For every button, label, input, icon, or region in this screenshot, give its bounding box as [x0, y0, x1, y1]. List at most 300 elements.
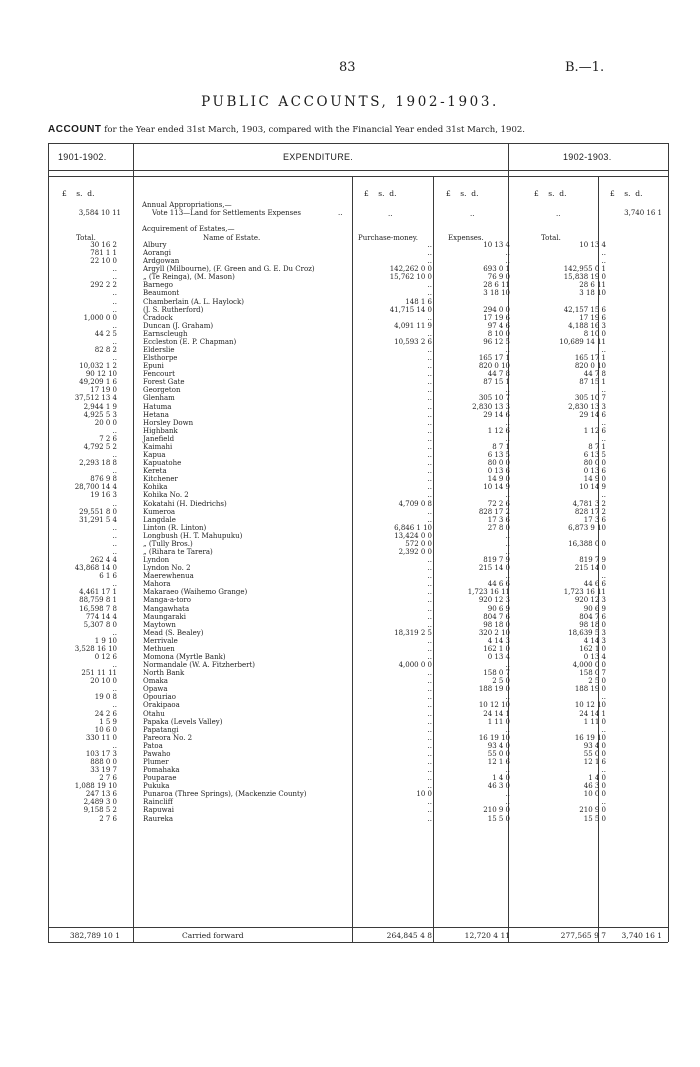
- estate-name-cell: Hetana: [143, 410, 169, 419]
- expenses-cell: ..: [505, 572, 510, 581]
- expenses-cell: ..: [505, 790, 510, 799]
- expenses-cell: 24 14 1: [483, 709, 510, 718]
- estate-name-cell: Momona (Myrtle Bank): [143, 652, 226, 661]
- purchase-money-cell: ..: [427, 362, 432, 371]
- table-row: [48, 677, 668, 685]
- table-row: [48, 500, 668, 508]
- estate-name-cell: Earnscleugh: [143, 329, 188, 338]
- prev-total-cell: ..: [112, 539, 117, 548]
- table-row: [48, 403, 668, 411]
- purchase-money-cell: ..: [427, 798, 432, 807]
- expenses-cell: 210 9 0: [483, 806, 510, 815]
- estate-total-cell: 46 3 0: [583, 782, 606, 791]
- table-row: [48, 693, 668, 701]
- prev-total-cell: ..: [112, 701, 117, 710]
- prev-total-cell: ..: [112, 547, 117, 556]
- header-expenditure: EXPENDITURE.: [283, 152, 354, 162]
- purchase-money-cell: ..: [427, 442, 432, 451]
- prev-total-cell: 888 0 0: [90, 758, 117, 766]
- prev-total-cell: 4,925 5 3: [83, 410, 117, 419]
- estate-total-cell: ..: [601, 257, 606, 266]
- estate-total-cell: 1 4 0: [588, 774, 606, 783]
- table-row: [48, 661, 668, 669]
- estate-total-cell: 1 12 6: [583, 426, 606, 435]
- expenses-cell: ..: [505, 386, 510, 395]
- prev-total-cell: 10 6 0: [94, 725, 117, 734]
- expenses-cell: ..: [505, 766, 510, 775]
- estate-total-cell: 4 14 3: [583, 636, 606, 645]
- table-row: [48, 782, 668, 790]
- table-row: [48, 241, 668, 249]
- page-number: 83: [339, 60, 356, 75]
- estate-name-cell: Methuen: [143, 644, 175, 653]
- prev-total-cell: ..: [112, 741, 117, 750]
- purchase-money-cell: ..: [427, 491, 432, 500]
- expenses-cell: 820 0 10: [478, 362, 510, 371]
- table-row: [48, 766, 668, 774]
- estate-name-cell: Maungaraki: [143, 612, 187, 621]
- prev-total-cell: 9,158 5 2: [83, 806, 117, 815]
- expenses-cell: 162 1 0: [483, 644, 510, 653]
- estate-total-cell: 17 3 6: [583, 515, 606, 524]
- expenses-cell: 188 19 0: [478, 685, 510, 694]
- estate-name-cell: Lyndon No. 2: [143, 564, 191, 573]
- estate-total-cell: 10 14 9: [579, 483, 606, 492]
- estate-name-cell: Georgeton: [143, 386, 181, 395]
- purchase-money-cell: ..: [427, 701, 432, 710]
- purchase-money-cell: ..: [427, 677, 432, 686]
- purchase-money-cell: 148 1 6: [405, 297, 432, 306]
- estate-name-cell: North Bank: [143, 669, 185, 678]
- table-row: [48, 516, 668, 524]
- estate-total-cell: 17 19 6: [579, 313, 606, 322]
- expenses-cell: 10 14 9: [483, 483, 510, 492]
- table-row: [48, 322, 668, 330]
- estate-total-cell: ..: [601, 434, 606, 443]
- expenses-cell: ..: [505, 434, 510, 443]
- estate-name-cell: Fencourt: [143, 370, 175, 379]
- annual-prev-total: 3,584 10 11: [78, 209, 121, 217]
- expenses-cell: ..: [505, 491, 510, 500]
- prev-total-cell: 251 11 11: [81, 669, 117, 678]
- table-row: [48, 508, 668, 516]
- expenses-cell: 90 6 9: [487, 604, 510, 613]
- prev-total-cell: 43,868 14 0: [74, 564, 117, 573]
- currency-t2: £ s. d.: [534, 189, 567, 198]
- expenses-cell: 44 6 6: [487, 580, 510, 589]
- estate-total-cell: 10,689 14 11: [559, 337, 606, 346]
- purchase-money-cell: ..: [427, 426, 432, 435]
- expenses-cell: 10 13 4: [483, 241, 510, 249]
- purchase-money-cell: ..: [427, 402, 432, 411]
- expenses-cell: 17 19 6: [483, 313, 510, 322]
- expenses-cell: 80 0 0: [487, 459, 510, 468]
- table-row: [48, 798, 668, 806]
- estate-name-cell: Forest Gate: [143, 378, 185, 387]
- purchase-money-cell: 142,262 0 0: [389, 265, 432, 274]
- account-lead: ACCOUNT: [48, 124, 102, 135]
- expenses-cell: 158 0 7: [483, 669, 510, 678]
- footer-label: Carried forward: [182, 931, 244, 940]
- table-row: [48, 354, 668, 362]
- table-row: [48, 483, 668, 491]
- estate-name-cell: (J. S. Rutherford): [143, 305, 204, 314]
- purchase-money-cell: ..: [427, 749, 432, 758]
- account-subtitle: [48, 124, 525, 135]
- prev-total-cell: 781 1 1: [90, 249, 117, 258]
- estate-total-cell: 1 11 0: [583, 717, 606, 726]
- expenses-cell: 8 10 0: [487, 329, 510, 338]
- estate-total-cell: 6 13 5: [583, 451, 606, 460]
- table-row: [48, 346, 668, 354]
- annual-dots: ..: [338, 209, 343, 217]
- table-row: [48, 669, 668, 677]
- estate-total-cell: 210 9 0: [579, 806, 606, 815]
- expenses-cell: 15 5 0: [487, 814, 510, 823]
- purchase-money-cell: ..: [427, 386, 432, 395]
- estate-name-cell: Kaimahi: [143, 442, 173, 451]
- estate-name-cell: Kohika No. 2: [143, 491, 189, 500]
- estate-total-cell: ..: [601, 249, 606, 258]
- table-row: [48, 249, 668, 257]
- estate-name-cell: Kokatahi (H. Diedrichs): [143, 499, 227, 508]
- prev-total-cell: 49,209 1 6: [79, 378, 117, 387]
- annual-t2: ..: [556, 210, 561, 218]
- purchase-money-cell: ..: [427, 652, 432, 661]
- table-row: [48, 427, 668, 435]
- estates-table: [48, 241, 668, 823]
- estate-name-cell: Mahora: [143, 580, 171, 589]
- estate-name-cell: Mangawhata: [143, 604, 190, 613]
- expenses-cell: 2 5 0: [492, 677, 510, 686]
- table-row: [48, 411, 668, 419]
- expenses-cell: 14 9 0: [487, 475, 510, 484]
- purchase-money-cell: ..: [427, 596, 432, 605]
- header-1902-1903: 1902-1903.: [563, 152, 612, 162]
- estate-total-cell: ..: [601, 693, 606, 702]
- table-row: [48, 685, 668, 693]
- estate-name-cell: Otahu: [143, 709, 165, 718]
- estate-total-cell: 6,873 9 10: [568, 523, 606, 532]
- estate-total-cell: 3 18 10: [579, 289, 606, 298]
- purchase-money-cell: ..: [427, 418, 432, 427]
- purchase-money-cell: ..: [427, 451, 432, 460]
- col-purchase-label: Purchase-money.: [358, 234, 419, 242]
- annual-cur-total: 3,740 16 1: [624, 209, 662, 217]
- table-row: [48, 815, 668, 823]
- expenses-cell: 920 12 3: [478, 596, 510, 605]
- col-name-label: Name of Estate.: [203, 234, 261, 242]
- footer-prev-total: 382,789 10 1: [69, 931, 120, 940]
- purchase-money-cell: 18,319 2 5: [394, 628, 432, 637]
- expenses-cell: 215 14 0: [478, 564, 510, 573]
- header-1901-1902: 1901-1902.: [58, 152, 107, 162]
- prev-total-cell: 5,307 8 0: [83, 620, 117, 629]
- table-row: [48, 265, 668, 273]
- estate-name-cell: Albury: [143, 241, 167, 249]
- purchase-money-cell: 4,000 0 0: [398, 661, 432, 670]
- estate-name-cell: Rapuwai: [143, 806, 174, 815]
- purchase-money-cell: ..: [427, 612, 432, 621]
- expenses-cell: 97 4 6: [487, 321, 510, 330]
- footer-total: 277,565 9 7: [560, 931, 606, 940]
- prev-total-cell: 90 12 10: [85, 370, 117, 379]
- prev-total-cell: 2,489 3 0: [83, 798, 117, 807]
- estate-total-cell: 804 7 6: [579, 612, 606, 621]
- expenses-cell: 1 12 6: [487, 426, 510, 435]
- prev-total-cell: 247 13 6: [85, 790, 117, 799]
- expenses-cell: 17 3 6: [487, 515, 510, 524]
- expenses-cell: 6 13 5: [487, 451, 510, 460]
- expenses-cell: 819 7 9: [483, 556, 510, 565]
- table-row: [48, 419, 668, 427]
- estate-total-cell: 165 17 1: [574, 354, 606, 363]
- estate-total-cell: ..: [601, 725, 606, 734]
- estate-total-cell: ..: [601, 491, 606, 500]
- estate-total-cell: 0 13 4: [583, 652, 606, 661]
- prev-total-cell: 16,598 7 8: [79, 604, 117, 613]
- estate-total-cell: 24 14 1: [579, 709, 606, 718]
- prev-total-cell: ..: [112, 628, 117, 637]
- table-row: [48, 459, 668, 467]
- estate-name-cell: Mead (S. Bealey): [143, 628, 204, 637]
- estate-name-cell: Maytown: [143, 620, 176, 629]
- prev-total-cell: 24 2 6: [94, 709, 117, 718]
- estate-name-cell: Kohika: [143, 483, 168, 492]
- purchase-money-cell: ..: [427, 329, 432, 338]
- estate-name-cell: Omaka: [143, 677, 168, 686]
- expenses-cell: ..: [505, 725, 510, 734]
- purchase-money-cell: ..: [427, 725, 432, 734]
- estate-name-cell: Pawaho: [143, 749, 171, 758]
- table-row: [48, 394, 668, 402]
- purchase-money-cell: ..: [427, 370, 432, 379]
- estate-name-cell: Epuni: [143, 362, 164, 371]
- estate-total-cell: 44 7 8: [583, 370, 606, 379]
- purchase-money-cell: ..: [427, 515, 432, 524]
- table-row: [48, 572, 668, 580]
- currency-cur: £ s. d.: [610, 189, 643, 198]
- expenses-cell: ..: [505, 257, 510, 266]
- table-row: [48, 467, 668, 475]
- estate-name-cell: Eccleston (E. P. Chapman): [143, 337, 237, 346]
- estate-total-cell: 188 19 0: [574, 685, 606, 694]
- prev-total-cell: ..: [112, 305, 117, 314]
- table-row: [48, 524, 668, 532]
- expenses-cell: 1,723 16 11: [467, 588, 510, 597]
- estate-total-cell: 8 7 1: [588, 442, 606, 451]
- purchase-money-cell: ..: [427, 741, 432, 750]
- estate-total-cell: 162 1 0: [579, 644, 606, 653]
- table-row: [48, 298, 668, 306]
- prev-total-cell: 22 10 0: [90, 257, 117, 266]
- estate-total-cell: ..: [601, 766, 606, 775]
- estate-total-cell: 2,830 13 3: [568, 402, 606, 411]
- prev-total-cell: 37,512 13 4: [74, 394, 117, 403]
- expenses-cell: 16 19 10: [478, 733, 510, 742]
- prev-total-cell: 44 2 5: [94, 329, 117, 338]
- estate-total-cell: ..: [601, 346, 606, 355]
- prev-total-cell: 19 0 8: [94, 693, 117, 702]
- prev-total-cell: ..: [112, 685, 117, 694]
- estate-total-cell: 4,188 16 3: [568, 321, 606, 330]
- estate-name-cell: Elsthorpe: [143, 354, 178, 363]
- prev-total-cell: 10,032 1 2: [79, 362, 117, 371]
- estate-total-cell: 820 0 10: [574, 362, 606, 371]
- prev-total-cell: 1 9 10: [94, 636, 117, 645]
- purchase-money-cell: ..: [427, 394, 432, 403]
- prev-total-cell: 262 4 4: [90, 556, 117, 565]
- table-row: [48, 370, 668, 378]
- prev-total-cell: 4,792 5 2: [83, 442, 117, 451]
- expenses-cell: 0 13 6: [487, 467, 510, 476]
- col-total2-label: Total.: [541, 234, 561, 242]
- table-row: [48, 273, 668, 281]
- estate-total-cell: ..: [601, 386, 606, 395]
- table-row: [48, 645, 668, 653]
- table-row: [48, 386, 668, 394]
- estate-name-cell: Langdale: [143, 515, 176, 524]
- table-row: [48, 338, 668, 346]
- expenses-cell: 8 7 1: [492, 442, 510, 451]
- estate-total-cell: 10 13 4: [579, 241, 606, 249]
- prev-total-cell: 2 7 6: [99, 774, 117, 783]
- estate-total-cell: 28 6 11: [579, 281, 606, 290]
- prev-total-cell: 2,293 18 8: [79, 459, 117, 468]
- table-row: [48, 774, 668, 782]
- expenses-cell: 44 7 8: [487, 370, 510, 379]
- estate-total-cell: 142,955 0 1: [563, 265, 606, 274]
- table-row: [48, 629, 668, 637]
- expenses-cell: 55 0 0: [487, 749, 510, 758]
- currency-exp: £ s. d.: [446, 189, 479, 198]
- estate-name-cell: Argyll (Milbourne), (F. Green and G. E. Du Croz): [143, 265, 315, 274]
- expenses-cell: 804 7 6: [483, 612, 510, 621]
- table-row: [48, 653, 668, 661]
- table-right-edge: [668, 143, 669, 942]
- table-row: [48, 281, 668, 289]
- estate-name-cell: Kapua: [143, 451, 166, 460]
- prev-total-cell: ..: [112, 321, 117, 330]
- estate-total-cell: 920 12 3: [574, 596, 606, 605]
- estate-name-cell: Glenham: [143, 394, 175, 403]
- prev-total-cell: ..: [112, 273, 117, 282]
- expenses-cell: 98 18 0: [483, 620, 510, 629]
- prev-total-cell: 292 2 2: [90, 281, 117, 290]
- expenses-cell: 4 14 3: [487, 636, 510, 645]
- estate-name-cell: Janefield: [143, 434, 175, 443]
- table-row: [48, 580, 668, 588]
- prev-total-cell: 20 0 0: [94, 418, 117, 427]
- prev-total-cell: 1,000 0 0: [83, 313, 117, 322]
- estate-name-cell: Beaumont: [143, 289, 180, 298]
- currency-pm: £ s. d.: [364, 189, 397, 198]
- estate-name-cell: „ (Rihara te Tarera): [143, 547, 213, 556]
- purchase-money-cell: ..: [427, 354, 432, 363]
- table-bottom-rule: [48, 942, 668, 943]
- purchase-money-cell: 13,424 0 0: [394, 531, 432, 540]
- expenses-cell: 28 6 11: [483, 281, 510, 290]
- expenses-cell: ..: [505, 418, 510, 427]
- table-row: [48, 718, 668, 726]
- prev-total-cell: ..: [112, 289, 117, 298]
- table-row: [48, 588, 668, 596]
- annual-heading: Annual Appropriations,—: [142, 201, 232, 209]
- prev-total-cell: 28,700 14 4: [74, 483, 117, 492]
- table-row: [48, 475, 668, 483]
- estate-name-cell: Plumer: [143, 758, 169, 766]
- estate-name-cell: Normandale (W. A. Fitzherbert): [143, 661, 256, 670]
- table-row: [48, 758, 668, 766]
- expenses-cell: 1 4 0: [492, 774, 510, 783]
- purchase-money-cell: ..: [427, 249, 432, 258]
- document-reference: B.—1.: [565, 60, 605, 75]
- purchase-money-cell: ..: [427, 556, 432, 565]
- prev-total-cell: 30 16 2: [90, 241, 117, 249]
- purchase-money-cell: ..: [427, 580, 432, 589]
- estate-total-cell: 44 6 6: [583, 580, 606, 589]
- purchase-money-cell: 10 0: [416, 790, 432, 799]
- expenses-cell: 46 3 0: [487, 782, 510, 791]
- purchase-money-cell: ..: [427, 257, 432, 266]
- expenses-cell: 29 14 6: [483, 410, 510, 419]
- estate-total-cell: 4,781 3 2: [572, 499, 606, 508]
- expenses-cell: ..: [505, 547, 510, 556]
- estate-name-cell: Linton (R. Linton): [143, 523, 207, 532]
- estate-total-cell: 16,388 0 0: [568, 539, 606, 548]
- estate-total-cell: 15,838 19 0: [563, 273, 606, 282]
- estate-total-cell: 42,157 15 6: [563, 305, 606, 314]
- estate-name-cell: Lyndon: [143, 556, 170, 565]
- prev-total-cell: 2 7 6: [99, 814, 117, 823]
- table-row: [48, 257, 668, 265]
- prev-total-cell: 31,291 5 4: [79, 515, 117, 524]
- purchase-money-cell: ..: [427, 669, 432, 678]
- table-row: [48, 734, 668, 742]
- table-row: [48, 540, 668, 548]
- estate-name-cell: „ (Tully Bros.): [143, 539, 193, 548]
- estate-name-cell: Longbush (H. T. Mahupuku): [143, 531, 243, 540]
- prev-total-cell: ..: [112, 426, 117, 435]
- expenses-cell: 76 9 0: [487, 273, 510, 282]
- estate-total-cell: 93 4 0: [583, 741, 606, 750]
- purchase-money-cell: ..: [427, 709, 432, 718]
- expenses-cell: 87 15 1: [483, 378, 510, 387]
- prev-total-cell: 29,551 8 0: [79, 507, 117, 516]
- purchase-money-cell: ..: [427, 758, 432, 766]
- prev-total-cell: 876 9 8: [90, 475, 117, 484]
- annual-exp: ..: [470, 210, 475, 218]
- expenses-cell: 96 12 5: [483, 337, 510, 346]
- expenses-cell: ..: [505, 661, 510, 670]
- prev-total-cell: ..: [112, 661, 117, 670]
- header-rule-double: [48, 176, 668, 177]
- prev-total-cell: 6 1 6: [99, 572, 117, 581]
- expenses-cell: 1 11 0: [487, 717, 510, 726]
- estate-name-cell: Barnego: [143, 281, 174, 290]
- expenses-cell: 693 0 1: [483, 265, 510, 274]
- purchase-money-cell: 6,846 1 10: [394, 523, 432, 532]
- table-row: [48, 548, 668, 556]
- purchase-money-cell: ..: [427, 507, 432, 516]
- purchase-money-cell: ..: [427, 410, 432, 419]
- table-row: [48, 289, 668, 297]
- col-total-label: Total.: [76, 234, 96, 242]
- expenses-cell: ..: [505, 249, 510, 258]
- footer-rule: [48, 927, 668, 928]
- purchase-money-cell: ..: [427, 814, 432, 823]
- purchase-money-cell: ..: [427, 564, 432, 573]
